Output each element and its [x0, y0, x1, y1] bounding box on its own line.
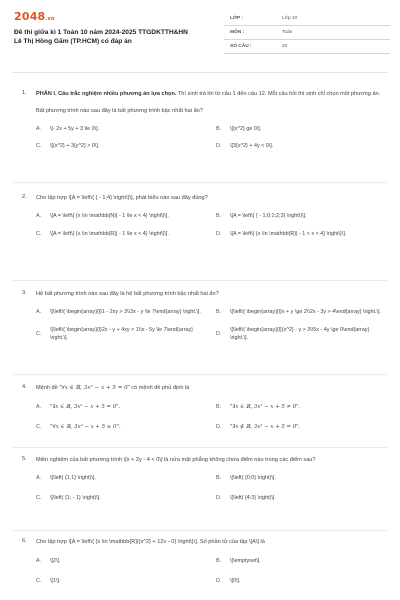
option-c[interactable] — [36, 494, 206, 502]
exam-meta-table — [224, 12, 390, 54]
option-text: \[0\]. — [230, 578, 241, 584]
question-number: 3. — [22, 290, 27, 296]
option-text: \[\left\{ \begin{array}{l}x + y \ge 2\\2x - 3y > 4\end{array} \right.\]. — [230, 309, 382, 315]
option-b[interactable] — [216, 557, 386, 565]
option-text: \[{x^2} ge 0\]. — [230, 126, 262, 132]
question-number: 1. — [22, 90, 27, 96]
option-b[interactable] — [216, 474, 386, 482]
title-line-2: Lê Thị Hồng Gấm (TP.HCM) có đáp án — [14, 38, 132, 45]
question-number: 6. — [22, 538, 27, 544]
option-d[interactable] — [216, 142, 386, 150]
option-text: \[A = \left\{ {x \in \mathbb{R}| - 1 < x < 4} \right\}\]. — [230, 231, 347, 237]
logo-main: 2048 — [14, 10, 46, 23]
option-text: "∃x ∈ ℝ, 3x² − x + 5 = 0". — [50, 404, 121, 410]
option-c[interactable] — [36, 230, 206, 238]
option-b[interactable] — [216, 308, 386, 316]
option-a[interactable] — [36, 557, 206, 565]
title-line-1: Đề thi giữa kì 1 Toán 10 năm 2024-2025 TTGDKTTH&HN — [14, 29, 188, 36]
question-4 — [22, 384, 382, 431]
option-letter: B. — [216, 404, 222, 410]
option-text: \[\left( {1;1} \right)\]. — [50, 475, 96, 481]
question-stem — [36, 384, 382, 393]
option-d[interactable] — [216, 577, 386, 585]
option-text: \[\left( {4;3} \right)\]. — [230, 495, 276, 501]
option-text: "∃x ∉ ℝ, 3x² − x + 5 = 0". — [230, 424, 301, 430]
section-heading: PHẦN I. Câu trắc nghiệm nhiều phương án lựa chọn. — [36, 91, 177, 97]
option-text: \[\left( {0;0} \right)\]. — [230, 475, 276, 481]
options-list — [36, 308, 382, 342]
option-letter: A. — [36, 213, 42, 219]
options-list — [36, 474, 382, 502]
option-letter: C. — [36, 331, 42, 337]
option-d[interactable] — [216, 423, 386, 431]
question-number: 2. — [22, 194, 27, 200]
question-1 — [22, 90, 382, 150]
page-title — [14, 28, 254, 46]
option-letter: C. — [36, 143, 42, 149]
options-list — [36, 403, 382, 431]
question-separator — [12, 530, 388, 531]
option-letter: B. — [216, 126, 222, 132]
option-letter: C. — [36, 578, 42, 584]
question-stem: Hệ bất phương trình nào sau đây là hệ bất phương trình bậc nhất hai ẩn? — [36, 291, 219, 297]
option-letter: A. — [36, 126, 42, 132]
logo-tld: .vn — [45, 16, 55, 22]
meta-value: 20 — [282, 44, 288, 49]
meta-label: LỚP : — [230, 16, 244, 21]
stem-formula: ∀x ∈ ℝ, 3x² − x + 5 = 0 — [61, 385, 128, 391]
question-stem: Cho tập hợp \[A = \left\{ { - 1;4} \right\}\], phát biểu nào sau đây đúng? — [36, 195, 208, 201]
option-b[interactable] — [216, 212, 386, 220]
option-letter: C. — [36, 424, 42, 430]
option-d[interactable] — [216, 494, 386, 502]
option-text: \[{x^2} + 3{y^2} > 0\]. — [50, 143, 100, 149]
option-letter: D. — [216, 231, 222, 237]
meta-row-class — [224, 12, 390, 26]
option-letter: A. — [36, 309, 42, 315]
option-letter: C. — [36, 231, 42, 237]
option-text: \[2\]. — [50, 558, 61, 564]
instructions-text: Thí sinh trả lời từ câu 1 đến câu 12. Mỗi câu hỏi thí sinh chỉ chọn một phương án. — [176, 91, 381, 97]
option-letter: B. — [216, 309, 222, 315]
option-d[interactable] — [216, 326, 386, 342]
stem-text: Mệnh đề " — [36, 385, 62, 391]
meta-label: SỐ CÂU : — [230, 44, 252, 49]
question-6 — [22, 538, 382, 585]
option-letter: A. — [36, 404, 42, 410]
option-letter: D. — [216, 143, 222, 149]
option-text: \[\left\{ \begin{array}{l}2x - y + 4xy > 1\\x - 5y \le 7\end{array} \right.\]. — [50, 327, 193, 341]
question-number: 4. — [22, 384, 27, 390]
section-instructions — [36, 90, 382, 99]
stem-text: " có mệnh đề phủ định là — [127, 385, 190, 391]
option-text: \[\emptyset\]. — [230, 558, 261, 564]
option-a[interactable] — [36, 474, 206, 482]
option-text: \[A = \left\{ {x \in \mathbb{N}| - 1 \le x < 4} \right\}\]. — [50, 213, 169, 219]
option-letter: D. — [216, 495, 222, 501]
option-b[interactable] — [216, 403, 386, 411]
question-separator — [12, 280, 388, 281]
question-separator — [12, 182, 388, 183]
meta-value: Lớp 10 — [282, 16, 298, 21]
option-c[interactable] — [36, 326, 206, 342]
option-letter: C. — [36, 495, 42, 501]
option-text: \[\left( {1; - 1} \right)\]. — [50, 495, 101, 501]
option-text: \[A = \left\{ { - 1;0;1;2;3} \right\}\]. — [230, 213, 307, 219]
option-c[interactable] — [36, 577, 206, 585]
question-5 — [22, 456, 382, 502]
option-text: \[\left\{ \begin{array}{l}{x^2} - y > 3\\5x - 4y \ge 0\end{array} \right.\]. — [230, 327, 370, 341]
option-letter: B. — [216, 213, 222, 219]
option-c[interactable] — [36, 423, 206, 431]
option-c[interactable] — [36, 142, 206, 150]
question-3 — [22, 290, 382, 342]
option-a[interactable] — [36, 212, 206, 220]
option-letter: D. — [216, 578, 222, 584]
meta-row-subject — [224, 26, 390, 40]
question-separator — [12, 447, 388, 448]
option-text: \[- 2x + 5y + 3 \le 0\]. — [50, 126, 100, 132]
option-text: \[A = \left\{ {x \in \mathbb{R}| - 1 \le x < 4} \right\}\]. — [50, 231, 169, 237]
question-2 — [22, 194, 382, 238]
option-text: "∀x ∈ ℝ, 3x² − x + 5 ≥ 0". — [50, 424, 121, 430]
site-logo[interactable] — [14, 10, 55, 23]
header-divider — [12, 72, 388, 73]
question-stem: Bất phương trình nào sau đây là bất phương trình bậc nhất hai ẩn? — [36, 108, 203, 114]
question-number: 5. — [22, 456, 27, 462]
question-separator — [12, 374, 388, 375]
option-letter: A. — [36, 558, 42, 564]
question-stem: Cho tập hợp \[A = \left\{ {x \in \mathbb{R}|{x^2} + 12x - 0} \right\}\]. Số phần tử của tập \[A\] là — [36, 539, 265, 545]
option-a[interactable] — [36, 403, 206, 411]
question-stem: Miền nghiệm của bất phương trình \[x + 2y - 4 < 0\] là nửa mặt phẳng không chứa điểm nào trong các điểm sau? — [36, 457, 316, 463]
options-list — [36, 557, 382, 585]
meta-label: MÔN : — [230, 30, 245, 35]
meta-row-count — [224, 40, 390, 54]
option-a[interactable] — [36, 308, 206, 316]
option-letter: A. — [36, 475, 42, 481]
option-text: \[3{x^2} + 4y < 0\]. — [230, 143, 274, 149]
option-text: \[1\]. — [50, 578, 61, 584]
option-letter: B. — [216, 475, 222, 481]
option-d[interactable] — [216, 230, 386, 238]
option-letter: B. — [216, 558, 222, 564]
option-a[interactable] — [36, 125, 206, 133]
meta-value: Toán — [282, 30, 293, 35]
option-text: "∃x ∈ ℝ, 3x² − x + 5 ≠ 0". — [230, 404, 301, 410]
option-text: \[\left\{ \begin{array}{l}1 - 2xy > 3\\3x - y \le 7\end{array} \right.\]. — [50, 309, 201, 315]
options-list — [36, 125, 382, 150]
options-list — [36, 212, 382, 238]
option-letter: D. — [216, 424, 222, 430]
option-b[interactable] — [216, 125, 386, 133]
option-letter: D. — [216, 331, 222, 337]
